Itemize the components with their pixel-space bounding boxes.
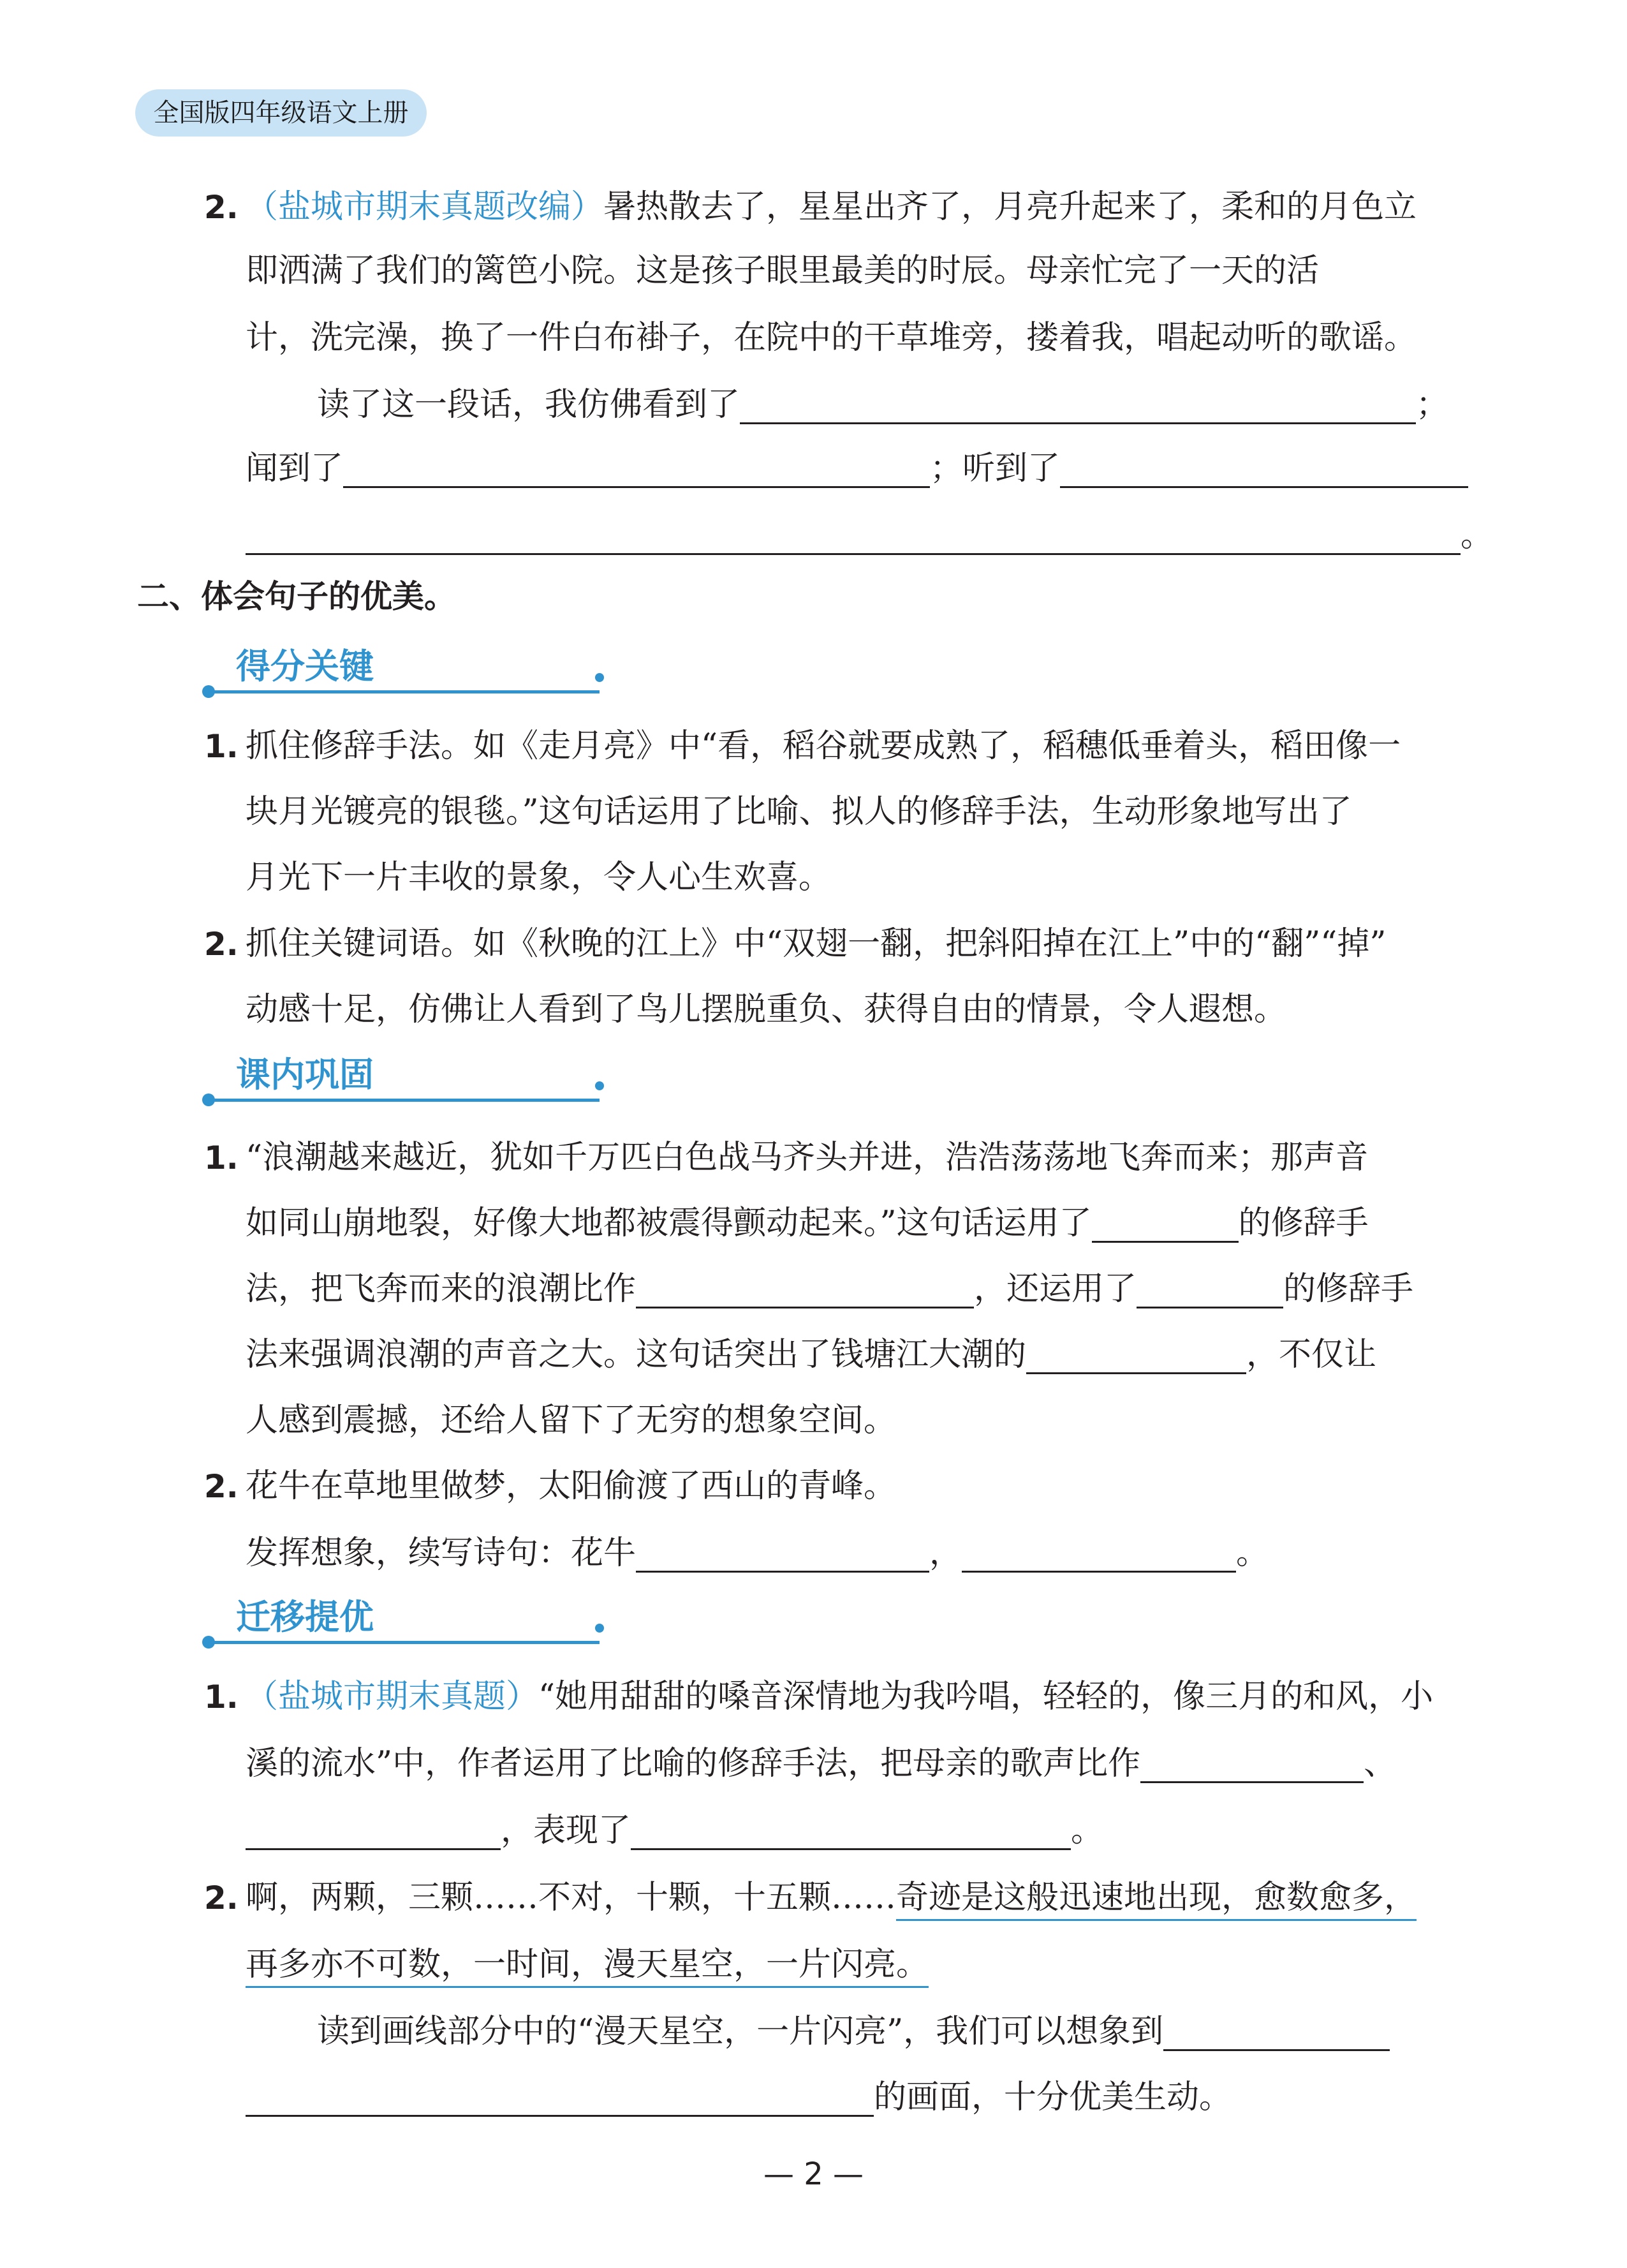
prompt-text: 读了这一段话，我仿佛看到了 — [317, 386, 740, 424]
underlined-text: 再多亦不可数，一时间，漫天星空，一片闪亮。 — [246, 1946, 929, 1988]
underlined-text: 奇迹是这般迅速地出现，愈数愈多， — [896, 1879, 1417, 1921]
prompt-line — [246, 517, 1493, 555]
answer-blank[interactable] — [1163, 2020, 1390, 2051]
question-text-line: 即洒满了我们的篱笆小院。这是孩子眼里最美的时辰。母亲忙完了一天的活 — [246, 252, 1320, 290]
question-number: 2. — [204, 1468, 239, 1505]
text-line — [246, 1745, 1396, 1783]
punct: 。 — [1461, 517, 1494, 554]
answer-blank[interactable] — [1060, 457, 1468, 488]
question-number: 2. — [204, 926, 239, 963]
question-source: （盐城市期末真题改编） — [246, 188, 604, 226]
question-source: （盐城市期末真题） — [246, 1678, 539, 1716]
text: ，不仅让 — [1246, 1336, 1377, 1374]
question-number: 1. — [204, 1679, 239, 1716]
answer-blank[interactable] — [636, 1541, 929, 1573]
book-badge: 全国版四年级语文上册 — [135, 89, 427, 137]
text-line — [246, 1336, 1376, 1374]
tag-label: 课内巩固 — [236, 1054, 374, 1095]
text-line — [246, 2079, 1232, 2117]
text-line — [246, 1534, 1269, 1573]
question-number: 1. — [204, 1139, 239, 1176]
text: ，还运用了 — [974, 1270, 1137, 1308]
answer-blank[interactable] — [740, 393, 1416, 424]
answer-blank[interactable] — [246, 2086, 874, 2117]
text-line: 动感十足，仿佛让人看到了鸟儿摆脱重负、获得自由的情景，令人遐想。 — [246, 991, 1287, 1028]
text: “她用甜甜的嗓音深情地为我吟唱，轻轻的，像三月的和风，小 — [538, 1678, 1434, 1716]
section-title: 二、体会句子的优美。 — [137, 578, 456, 615]
text-line: 人感到震撼，还给人留下了无穷的想象空间。 — [246, 1402, 897, 1439]
answer-blank[interactable] — [962, 1541, 1236, 1573]
text: 的画面，十分优美生动。 — [874, 2079, 1232, 2116]
text: 啊，两颗，三颗……不对，十颗，十五颗…… — [246, 1879, 897, 1916]
answer-blank[interactable] — [246, 1819, 501, 1850]
question-text-line — [246, 188, 1417, 226]
question-number: 2. — [204, 189, 239, 226]
answer-blank[interactable] — [631, 1819, 1071, 1850]
answer-blank[interactable] — [343, 457, 930, 488]
text-line — [246, 1812, 1103, 1850]
text: 法来强调浪潮的声音之大。这句话突出了钱塘江大潮的 — [246, 1336, 1027, 1374]
answer-blank[interactable] — [1137, 1277, 1283, 1308]
text: 。 — [1236, 1534, 1269, 1572]
text-line: 花牛在草地里做梦，太阳偷渡了西山的青峰。 — [246, 1467, 897, 1505]
question-text-line: 计，洗完澡，换了一件白布褂子，在院中的干草堆旁，搂着我，唱起动听的歌谣。 — [246, 319, 1417, 357]
question-number: 1. — [204, 728, 239, 765]
text: 读到画线部分中的“漫天星空，一片闪亮”，我们可以想象到 — [317, 2013, 1164, 2050]
text: 发挥想象，续写诗句：花牛 — [246, 1534, 637, 1572]
text-line: “浪潮越来越近，犹如千万匹白色战马齐头并进，浩浩荡荡地飞奔而来；那声音 — [246, 1139, 1369, 1176]
prompt-line — [317, 386, 1448, 424]
text-line — [317, 2013, 1390, 2051]
text-line: 月光下一片丰收的景象，令人心生欢喜。 — [246, 859, 832, 896]
answer-blank[interactable] — [636, 1277, 974, 1308]
answer-blank[interactable] — [246, 524, 1461, 555]
text-line — [246, 1946, 929, 1984]
answer-blank[interactable] — [1140, 1752, 1364, 1783]
text-line — [246, 1204, 1369, 1243]
text-line: 块月光镀亮的银毯。”这句话运用了比喻、拟人的修辞手法，生动形象地写出了 — [246, 793, 1352, 831]
prompt-text: 闻到了 — [246, 450, 344, 487]
prompt-text: ；听到了 — [930, 450, 1061, 487]
text: 的修辞手 — [1283, 1270, 1414, 1308]
answer-blank[interactable] — [1092, 1212, 1239, 1243]
text: 。 — [1071, 1812, 1104, 1849]
tag-label: 迁移提优 — [236, 1596, 374, 1637]
text: 法，把飞奔而来的浪潮比作 — [246, 1270, 637, 1308]
prompt-line — [246, 450, 1468, 488]
text-line — [246, 1678, 1433, 1716]
text-line — [246, 1879, 1417, 1917]
text-line: 抓住关键词语。如《秋晚的江上》中“双翅一翻，把斜阳掉在江上”中的“翻”“掉” — [246, 925, 1387, 963]
text: 如同山崩地裂，好像大地都被震得颤动起来。”这句话运用了 — [246, 1204, 1092, 1242]
text-line — [246, 1270, 1413, 1308]
text: ， — [929, 1534, 962, 1572]
text: 暑热散去了，星星出齐了，月亮升起来了，柔和的月色立 — [603, 188, 1417, 226]
punct: ； — [1416, 386, 1449, 424]
question-number: 2. — [204, 1879, 239, 1916]
answer-blank[interactable] — [1026, 1343, 1246, 1374]
text: ，表现了 — [501, 1812, 631, 1849]
text-line: 抓住修辞手法。如《走月亮》中“看，稻谷就要成熟了，稻穗低垂着头，稻田像一 — [246, 727, 1401, 765]
page-number: — 2 — — [763, 2156, 864, 2192]
text: 溪的流水”中，作者运用了比喻的修辞手法，把母亲的歌声比作 — [246, 1745, 1141, 1783]
tag-label: 得分关键 — [236, 646, 374, 686]
text: 、 — [1364, 1745, 1397, 1783]
text: 的修辞手 — [1238, 1204, 1369, 1242]
